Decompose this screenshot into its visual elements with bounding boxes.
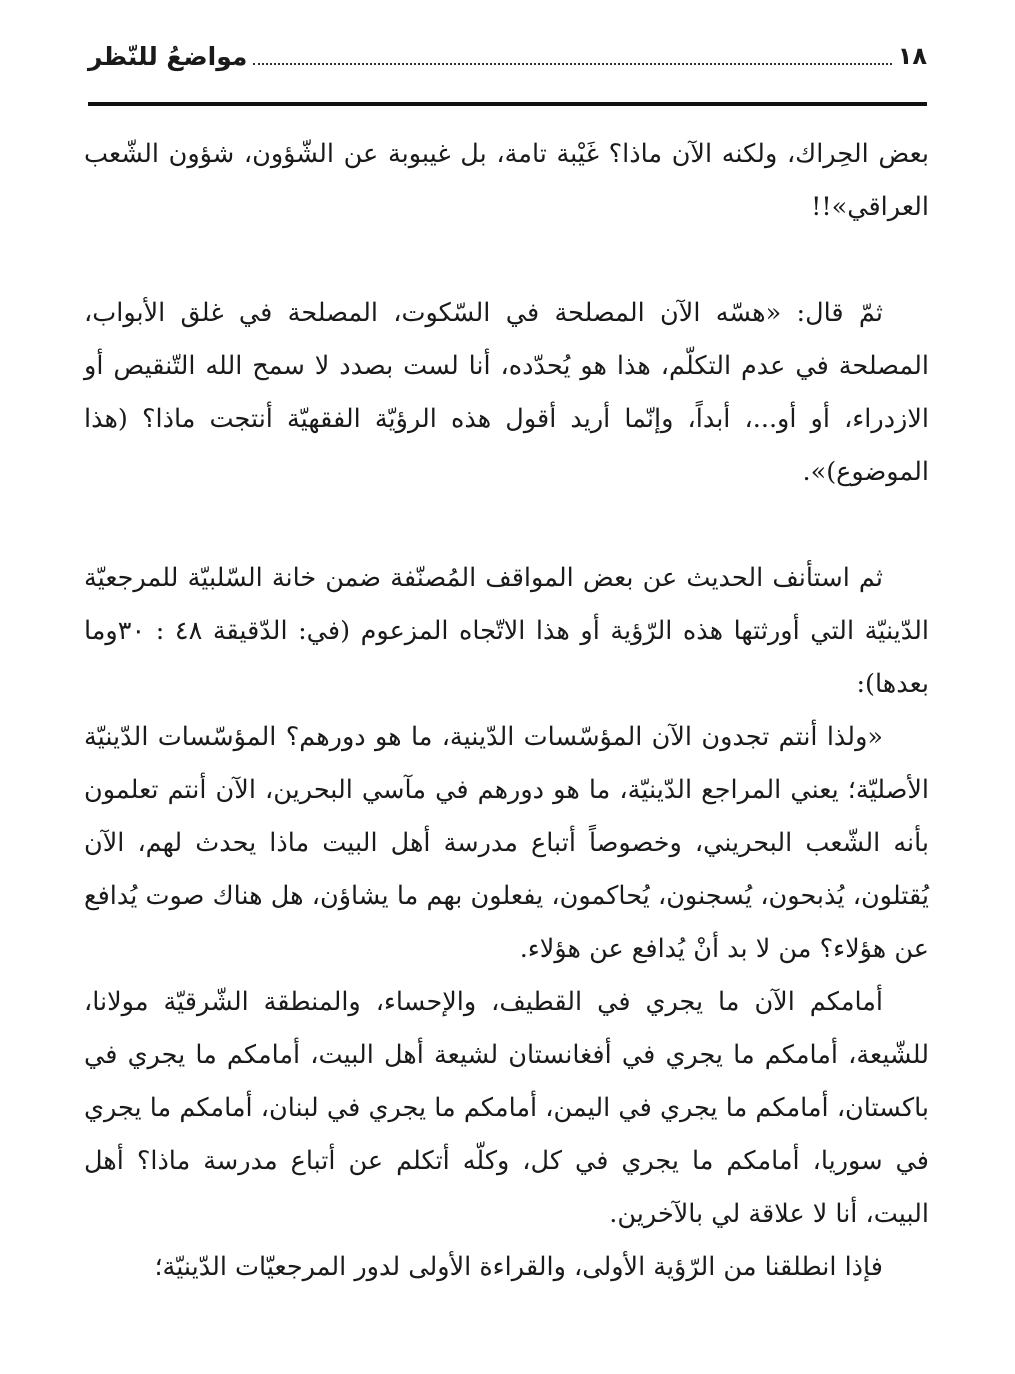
paragraph-2: ثمّ قال: «هسّه الآن المصلحة في السّكوت، المصلحة في غلق الأبواب، المصلحة في عدم التكلّم، هذا هو يُحدّده، أنا لست بصدد لا سمح الله التّنقيص أو الازدراء، أو أو...، أبداً، وإنّما أريد أقول هذه الرؤيّة الفقهيّة أنتجت ماذا؟ (هذا الموضوع)». <box>84 298 929 487</box>
paragraph-5: أمامكم الآن ما يجري في القطيف، والإحساء، والمنطقة الشّرقيّة مولانا، للشّيعة، أمامكم ما يجري في أفغانستان لشيعة أهل البيت، أمامكم ما يجري في باكستان، أمامكم ما يجري في اليمن، أمامكم ما يجري في لبنان، أمامكم ما يجري في سوريا، أمامكم ما يجري في كل، وكلّه أتكلم عن أتباع مدرسة ماذا؟ أهل البيت، أنا لا علاقة لي بالآخرين. <box>84 987 929 1229</box>
paragraph-3: ثم استأنف الحديث عن بعض المواقف المُصنّفة ضمن خانة السّلبيّة للمرجعيّة الدّينيّة التي أورثتها هذه الرّؤية أو هذا الاتّجاه المزعوم (في: الدّقيقة ٤٨ : ٣٠وما بعدها): <box>84 563 929 699</box>
running-title: مواضعُ للنّظر <box>88 41 248 71</box>
page-header <box>88 36 927 76</box>
header-leader-dots <box>253 61 891 65</box>
page-number: ١٨ <box>897 42 927 70</box>
header-rule <box>88 102 927 106</box>
paragraph-1: بعض الحِراك، ولكنه الآن ماذا؟ غَيْبة تامة، بل غيبوبة عن الشّؤون، شؤون الشّعب العراقي»!! <box>84 139 929 222</box>
paragraph-6: فإذا انطلقنا من الرّؤية الأولى، والقراءة الأولى لدور المرجعيّات الدّينيّة؛ <box>154 1252 883 1282</box>
paragraph-4: «ولذا أنتم تجدون الآن المؤسّسات الدّينية، ما هو دورهم؟ المؤسّسات الدّينيّة الأصليّة؛ يعني المراجع الدّينيّة، ما هو دورهم في مآسي البحرين، الآن أنتم تعلمون بأنه الشّعب البحريني، وخصوصاً أتباع مدرسة أهل البيت ماذا يحدث لهم، الآن يُقتلون، يُذبحون، يُسجنون، يُحاكمون، يفعلون بهم ما يشاؤن، هل هناك صوت يُدافع عن هؤلاء؟ من لا بد أنْ يُدافع عن هؤلاء. <box>84 722 929 964</box>
body-text <box>84 128 929 1294</box>
paragraph-gap <box>84 499 929 552</box>
paragraph-gap <box>84 234 929 287</box>
